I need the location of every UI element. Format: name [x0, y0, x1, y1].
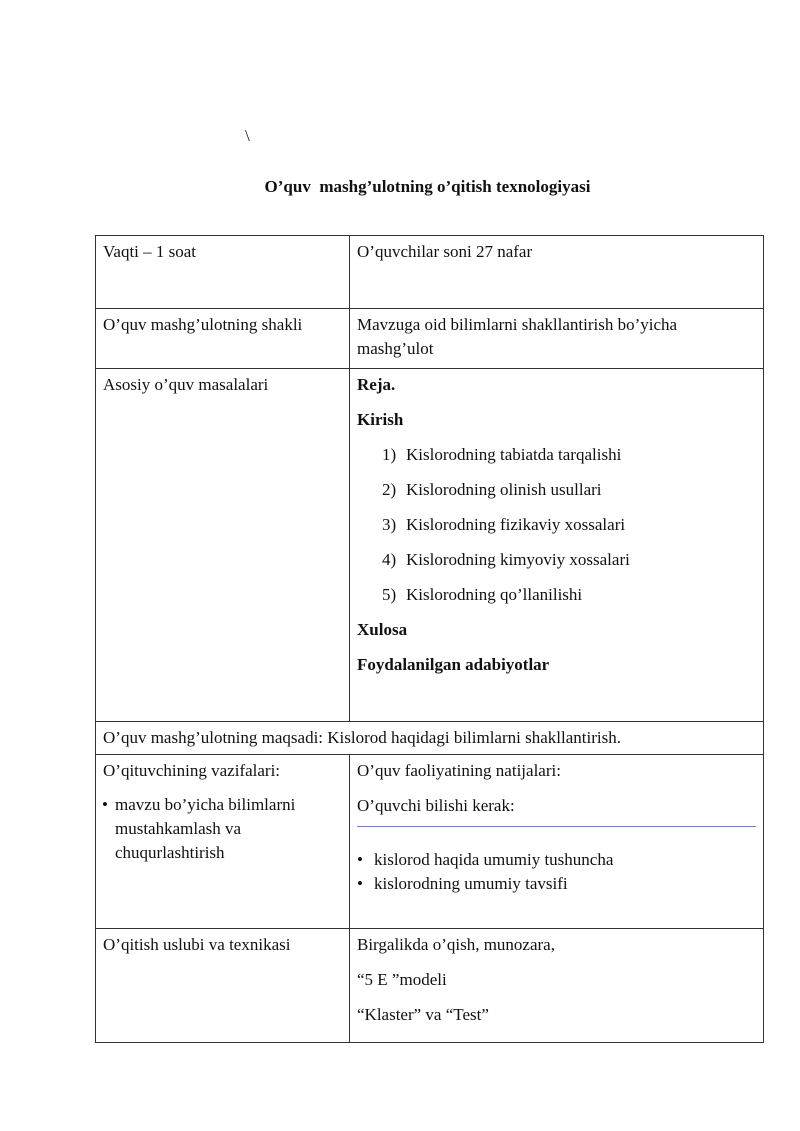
method-value-cell	[350, 929, 764, 1043]
item-text: Kislorodning fizikaviy xossalari	[406, 515, 626, 534]
method-line: “Klaster” va “Test”	[357, 1005, 489, 1024]
document-title: O’quv mashg’ulotning o’qitish texnologiyasi	[264, 177, 591, 196]
table-row	[96, 929, 764, 1043]
list-item	[382, 583, 756, 607]
item-text: Kislorodning kimyoviy xossalari	[406, 550, 630, 569]
students-cell: O’quvchilar soni 27 nafar	[350, 236, 764, 309]
item-number: 5)	[382, 585, 397, 604]
list-item	[382, 513, 756, 537]
item-text: mavzu bo’yicha bilimlarni mustahkamlash va chuqurlashtirish	[115, 795, 296, 862]
plan-heading: Reja.	[357, 375, 396, 394]
goal-cell: O’quv mashg’ulotning maqsadi: Kislorod haqidagi bilimlarni shakllantirish.	[96, 722, 764, 755]
plan-cell	[350, 369, 764, 722]
backslash-mark: \	[245, 126, 250, 145]
item-text: kislorodning umumiy tavsifi	[374, 874, 568, 893]
method-line: Birgalikda o’qish, munozara,	[357, 935, 555, 954]
learning-results-cell	[350, 755, 764, 929]
form-label-cell: O’quv mashg’ulotning shakli	[96, 309, 350, 369]
teacher-duties-cell	[96, 755, 350, 929]
list-item	[103, 793, 342, 865]
bullet-icon: •	[357, 874, 363, 893]
student-should-know: O’quvchi bilishi kerak:	[357, 796, 515, 815]
learning-results-list	[357, 848, 756, 896]
item-text: Kislorodning tabiatda tarqalishi	[406, 445, 622, 464]
item-text: Kislorodning qo’llanilishi	[406, 585, 583, 604]
list-item	[357, 848, 756, 872]
list-item	[382, 443, 756, 467]
method-line: “5 E ”modeli	[357, 970, 447, 989]
time-cell: Vaqti – 1 soat	[96, 236, 350, 309]
plan-list	[357, 443, 756, 607]
list-item	[382, 478, 756, 502]
table-row	[96, 369, 764, 722]
item-text: kislorod haqida umumiy tushuncha	[374, 850, 614, 869]
item-number: 3)	[382, 515, 397, 534]
teacher-duties-title: O’qituvchining vazifalari:	[103, 761, 281, 780]
references-heading: Foydalanilgan adabiyotlar	[357, 655, 550, 674]
table-row	[96, 722, 764, 755]
conclusion-heading: Xulosa	[357, 620, 408, 639]
table-row	[96, 755, 764, 929]
bullet-icon: •	[357, 850, 363, 869]
bullet-icon: •	[102, 795, 108, 814]
table-row	[96, 236, 764, 309]
table-row	[96, 309, 764, 369]
divider-line	[357, 826, 756, 827]
form-value-cell: Mavzuga oid bilimlarni shakllantirish bo’yicha mashg’ulot	[350, 309, 764, 369]
intro-heading: Kirish	[357, 410, 404, 429]
item-number: 1)	[382, 445, 397, 464]
list-item	[357, 872, 756, 896]
item-text: Kislorodning olinish usullari	[406, 480, 602, 499]
learning-results-title: O’quv faoliyatining natijalari:	[357, 761, 561, 780]
item-number: 4)	[382, 550, 397, 569]
item-number: 2)	[382, 480, 397, 499]
list-item	[382, 548, 756, 572]
teacher-duties-list	[103, 793, 342, 865]
method-label-cell: O’qitish uslubi va texnikasi	[96, 929, 350, 1043]
tasks-label-cell: Asosiy o’quv masalalari	[96, 369, 350, 722]
lesson-table	[95, 235, 764, 1043]
